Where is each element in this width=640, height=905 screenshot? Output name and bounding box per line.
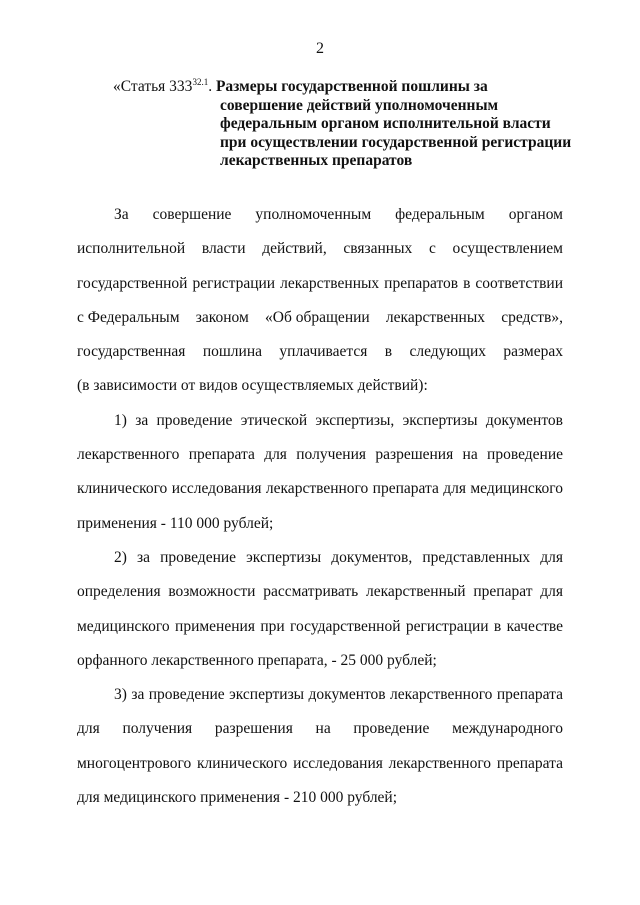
intro-paragraph <box>77 198 563 404</box>
item-3-line-1: 3) за проведение экспертизы документов лекарственного препарата <box>114 686 563 704</box>
intro-line-3: государственной регистрации лекарственных препаратов в соответствии <box>77 274 563 292</box>
item-3-paragraph <box>77 678 563 815</box>
item-1-line-4: применения - 110 000 рублей; <box>77 514 274 532</box>
document-body <box>77 198 563 815</box>
article-title-line-1: Размеры государственной пошлины за <box>215 78 488 95</box>
item-2-paragraph <box>77 541 563 678</box>
item-1-paragraph <box>77 404 563 541</box>
item-1-line-1: 1) за проведение этической экспертизы, экспертизы документов <box>114 411 563 429</box>
article-title-line-5: лекарственных препаратов <box>220 152 413 169</box>
intro-line-5: государственная пошлина уплачивается в следующих размерах <box>77 343 563 361</box>
article-title-line-4: при осуществлении государственной регистрации <box>220 133 572 151</box>
article-heading <box>113 78 573 171</box>
intro-line-1: За совершение уполномоченным федеральным органом <box>114 206 563 223</box>
item-3-line-3: многоцентрового клинического исследования лекарственного препарата <box>77 754 563 772</box>
item-1-line-2: лекарственного препарата для получения разрешения на проведение <box>77 446 563 464</box>
item-3-line-2: для получения разрешения на проведение международного <box>77 720 563 738</box>
item-2-line-4: орфанного лекарственного препарата, - 25 000 рублей; <box>77 651 437 669</box>
intro-line-4: с Федеральным законом «Об обращении лекарственных средств», <box>77 308 563 326</box>
article-superscript: 32.1 <box>192 77 209 87</box>
article-label: «Статья $333^{32.1}$. <box>113 77 216 95</box>
item-2-line-2: определения возможности рассматривать лекарственный препарат для <box>77 583 563 601</box>
intro-line-2: исполнительной власти действий, связанных с осуществлением <box>77 240 563 258</box>
item-3-line-4: для медицинского применения - 210 000 рублей; <box>77 789 398 807</box>
page-number: 2 <box>316 40 324 57</box>
item-2-line-3: медицинского применения при государственной регистрации в качестве <box>77 617 563 635</box>
article-title-line-2: совершение действий уполномоченным <box>220 96 499 114</box>
item-2-line-1: 2) за проведение экспертизы документов, представленных для <box>114 548 563 566</box>
intro-line-6: (в зависимости от видов осуществляемых действий): <box>77 377 428 395</box>
item-1-line-3: клинического исследования лекарственного препарата для медицинского <box>77 480 563 498</box>
article-title-line-3: федеральным органом исполнительной власти <box>220 115 551 132</box>
